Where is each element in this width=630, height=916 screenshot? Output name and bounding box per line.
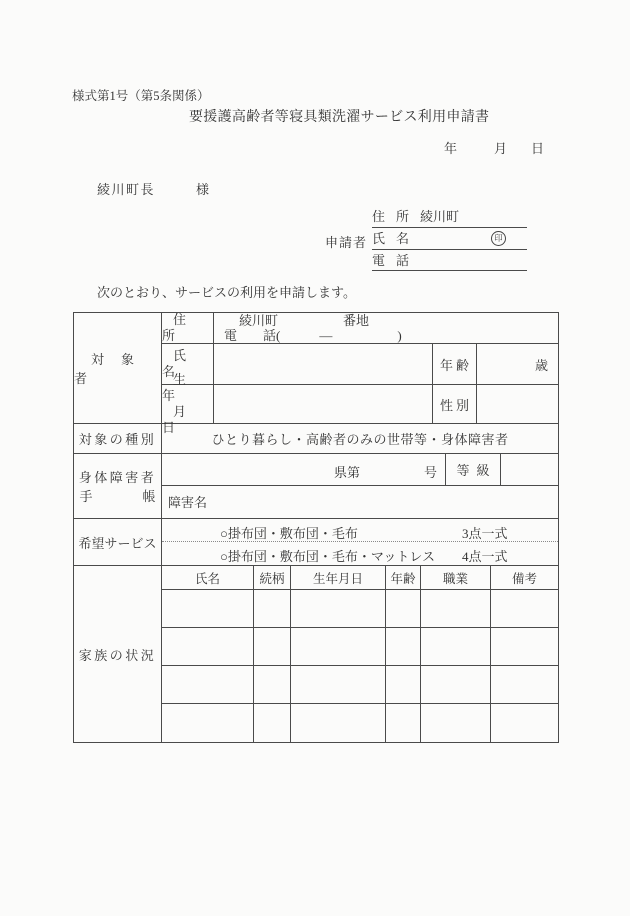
disability-name-label: 障害名 — [168, 495, 208, 511]
subject-birth-value — [214, 385, 433, 423]
family-header-name: 氏名 — [162, 566, 254, 589]
subject-address-line2: 電 話( ― ) — [224, 328, 402, 343]
applicant-phone-field — [372, 250, 527, 271]
family-row-2 — [162, 628, 558, 666]
subject-age-unit: 歳 — [534, 357, 548, 373]
service-label-cell: 希望サービス — [74, 519, 162, 565]
family-header-row — [162, 566, 558, 590]
family-row-1 — [162, 590, 558, 628]
subject-gender-value — [477, 385, 558, 423]
family-row-4 — [162, 704, 558, 742]
subject-age-value — [477, 344, 558, 384]
date-line — [444, 138, 544, 157]
subject-label-cell: 対象者 — [74, 313, 162, 423]
form-number: 様式第1号（第5条関係） — [72, 89, 210, 103]
subject-gender-label: 性別 — [433, 385, 477, 423]
grade-label-cell: 等級 — [446, 454, 501, 485]
date-year-label: 年 — [444, 141, 458, 156]
addressee-honorific: 様 — [196, 182, 211, 197]
category-row — [74, 424, 558, 454]
applicant-fields — [372, 206, 527, 271]
family-header-occupation: 職業 — [421, 566, 491, 589]
family-label-cell: 家族の状況 — [74, 566, 162, 742]
handbook-label-line2: 手 帳 — [79, 489, 156, 504]
applicant-address-value: 綾川町 — [420, 209, 460, 224]
addressee-name: 綾川町長 — [97, 182, 156, 197]
applicant-address-field — [372, 206, 527, 228]
subject-address-row — [162, 313, 558, 344]
family-header-relation: 続柄 — [254, 566, 291, 589]
category-label-cell: 対象の種別 — [74, 424, 162, 453]
applicant-name-label: 氏名 — [372, 231, 421, 246]
family-row-3 — [162, 666, 558, 704]
family-row-group — [74, 566, 558, 742]
service-option-1-text: ○掛布団・敷布団・毛布 — [220, 526, 358, 541]
subject-address-value — [214, 313, 558, 343]
application-table — [73, 312, 559, 743]
date-day-label: 日 — [531, 141, 545, 156]
applicant-name-field — [372, 228, 527, 250]
subject-age-label: 年齢 — [433, 344, 477, 384]
applicant-address-label: 住所 — [372, 209, 421, 224]
handbook-label-cell — [74, 454, 162, 518]
form-title: 要援護高齢者等寝具類洗濯サービス利用申請書 — [189, 110, 490, 125]
family-header-birthdate: 生年月日 — [291, 566, 386, 589]
applicant-block — [325, 206, 527, 272]
service-row — [74, 519, 558, 566]
category-value: ひとり暮らし・高齢者のみの世帯等・身体障害者 — [211, 432, 509, 447]
handbook-number-suffix: 号 — [423, 465, 437, 480]
disability-name-row — [162, 486, 558, 518]
service-option-1-qty: 3点一式 — [462, 526, 508, 541]
service-option-2-qty: 4点一式 — [462, 548, 508, 564]
subject-row-group — [74, 312, 558, 435]
subject-name-label: 氏名 — [162, 344, 214, 384]
subject-address-label: 住所 — [162, 313, 214, 343]
service-option-2-text: ○掛布団・敷布団・毛布・マットレス — [220, 548, 435, 564]
family-header-remarks: 備考 — [511, 571, 537, 586]
subject-address-line1: 綾川町 番地 — [239, 313, 370, 328]
applicant-phone-label: 電話 — [372, 253, 421, 268]
subject-name-row — [162, 344, 558, 385]
service-option-2 — [162, 542, 558, 565]
handbook-row-group — [74, 454, 558, 519]
subject-birth-label: 生年 月日 — [162, 385, 214, 423]
date-month-label: 月 — [494, 141, 508, 156]
family-header-age: 年齢 — [386, 566, 421, 589]
service-option-1 — [162, 519, 558, 542]
intro-sentence: 次のとおり、サービスの利用を申請します。 — [97, 285, 356, 300]
subject-birth-row — [162, 372, 558, 435]
applicant-label: 申請者 — [325, 235, 368, 250]
handbook-number-row — [162, 454, 558, 486]
subject-name-value — [214, 344, 433, 384]
handbook-number-prefix: 県第 — [334, 465, 361, 480]
handbook-number-cell — [162, 454, 446, 485]
grade-value-cell — [501, 454, 558, 485]
addressee-line — [97, 179, 211, 198]
seal-icon: 印 — [491, 231, 506, 246]
handbook-label-line1: 身体障害者 — [78, 470, 157, 485]
